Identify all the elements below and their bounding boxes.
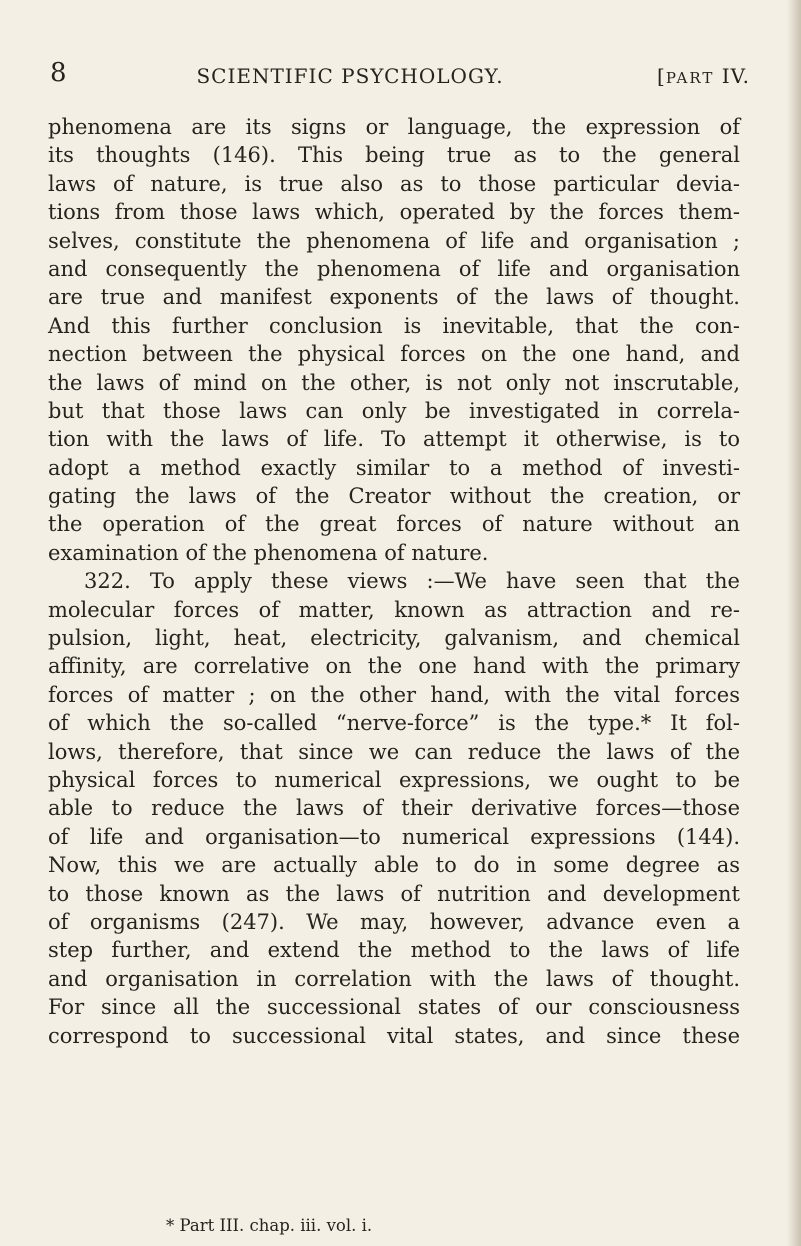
text-line: and organisation in correlation with the laws of thought. bbox=[48, 966, 740, 991]
page-edge-shadow bbox=[787, 0, 801, 1246]
text-line: And this further conclusion is inevitable, that the con- bbox=[48, 313, 740, 338]
text-line: the laws of mind on the other, is not only not inscrutable, bbox=[48, 370, 740, 395]
running-head: SCIENTIFIC PSYCHOLOGY. bbox=[196, 64, 504, 88]
text-line: of which the so-called “nerve-force” is the type.* It fol- bbox=[48, 711, 740, 736]
text-line: 322. To apply these views :—We have seen that the bbox=[84, 569, 740, 594]
text-line: laws of nature, is true also as to those particular devia- bbox=[48, 171, 740, 196]
text-line: able to reduce the laws of their derivative forces—those bbox=[48, 796, 740, 821]
text-line: lows, therefore, that since we can reduce the laws of the bbox=[48, 739, 740, 764]
text-line: pulsion, light, heat, electricity, galvanism, and chemical bbox=[48, 626, 740, 651]
text-line: its thoughts (146). This being true as to the general bbox=[48, 143, 740, 168]
page-header bbox=[50, 58, 750, 102]
text-line: tions from those laws which, operated by the forces them- bbox=[48, 200, 740, 225]
text-line: molecular forces of matter, known as attraction and re- bbox=[48, 597, 740, 622]
text-line: are true and manifest exponents of the laws of thought. bbox=[48, 285, 740, 310]
part-word: PART bbox=[665, 69, 715, 87]
part-label bbox=[657, 64, 750, 88]
text-line: For since all the successional states of our consciousness bbox=[48, 995, 740, 1020]
text-line: correspond to successional vital states, and since these bbox=[48, 1023, 740, 1048]
part-bracket: [ bbox=[657, 64, 666, 88]
text-line: selves, constitute the phenomena of life and organisation ; bbox=[48, 228, 740, 253]
text-line: to those known as the laws of nutrition and development bbox=[48, 881, 740, 906]
page-number: 8 bbox=[50, 58, 67, 88]
text-line: forces of matter ; on the other hand, with the vital forces bbox=[48, 682, 740, 707]
text-line: nection between the physical forces on the one hand, and bbox=[48, 342, 740, 367]
text-line: adopt a method exactly similar to a method of investi- bbox=[48, 455, 740, 480]
text-line: step further, and extend the method to the laws of life bbox=[48, 938, 740, 963]
text-line: the operation of the great forces of nature without an bbox=[48, 512, 740, 537]
text-line: affinity, are correlative on the one hand with the primary bbox=[48, 654, 740, 679]
footnote: * Part III. chap. iii. vol. i. bbox=[166, 1216, 373, 1235]
text-line: of organisms (247). We may, however, advance even a bbox=[48, 909, 740, 934]
text-line: and consequently the phenomena of life and organisation bbox=[48, 256, 740, 281]
text-line: of life and organisation—to numerical expressions (144). bbox=[48, 824, 740, 849]
text-line: gating the laws of the Creator without the creation, or bbox=[48, 484, 740, 509]
text-line: tion with the laws of life. To attempt it otherwise, is to bbox=[48, 427, 740, 452]
text-line: physical forces to numerical expressions, we ought to be bbox=[48, 767, 740, 792]
body-text bbox=[48, 113, 740, 1050]
text-line: examination of the phenomena of nature. bbox=[48, 540, 489, 565]
part-numeral: IV. bbox=[721, 64, 750, 88]
text-line: phenomena are its signs or language, the expression of bbox=[48, 115, 740, 139]
text-line: Now, this we are actually able to do in some degree as bbox=[48, 853, 740, 878]
text-line: but that those laws can only be investigated in correla- bbox=[48, 398, 740, 423]
